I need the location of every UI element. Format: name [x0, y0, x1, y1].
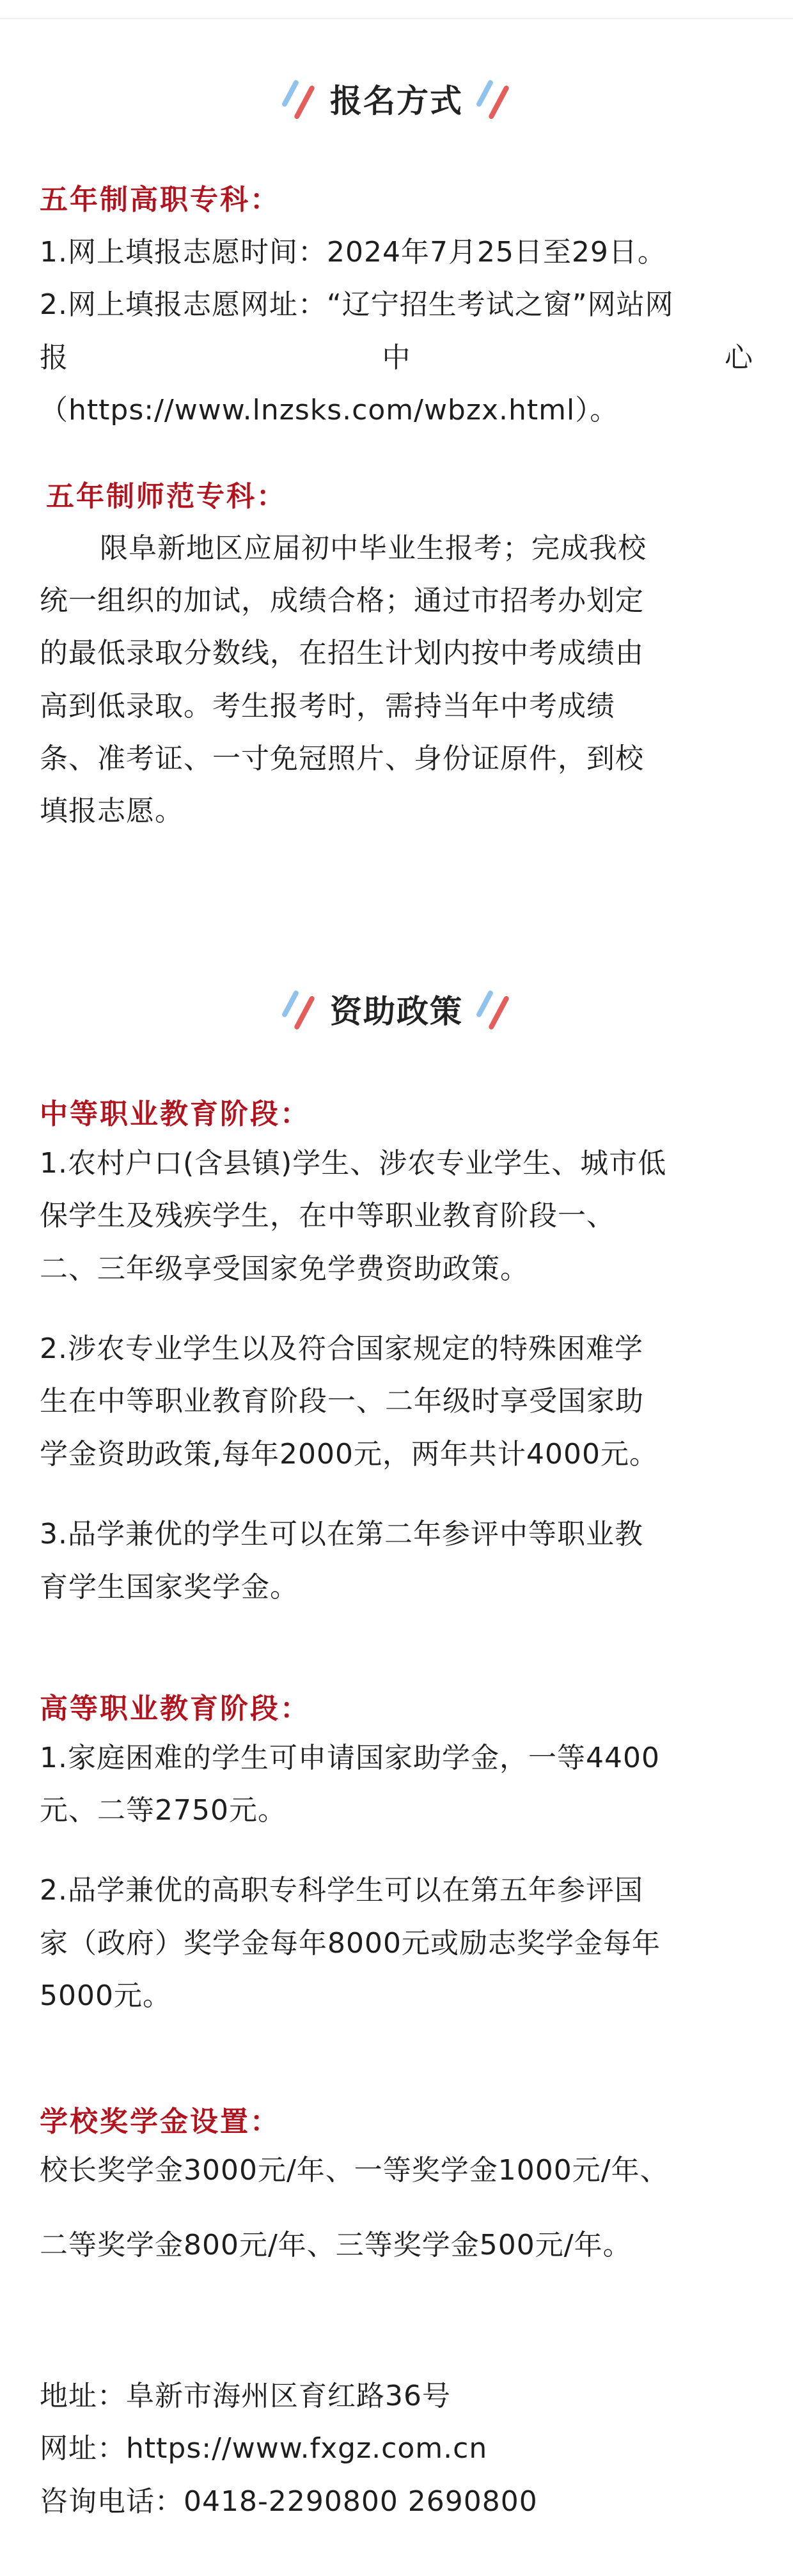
- subhead-five-year-normal: 五年制师范专科：: [46, 480, 287, 513]
- text-line: 二、三年级享受国家免学费资助政策。: [40, 1253, 529, 1285]
- text-line: 二等奖学金800元/年、三等奖学金500元/年。: [40, 2229, 632, 2261]
- text-line: 2.网上填报志愿网址：“辽宁招生考试之窗”网站网: [40, 288, 674, 321]
- text-line: 高到低录取。考生报考时，需持当年中考成绩: [40, 690, 615, 722]
- text-line: 学金资助政策,每年2000元，两年共计4000元。: [40, 1438, 658, 1471]
- slash-decoration-icon: [274, 76, 318, 121]
- text-line: 5000元。: [40, 1979, 171, 2012]
- text-line: 生在中等职业教育阶段一、二年级时享受国家助: [40, 1385, 644, 1417]
- section-title-text: 资助政策: [330, 993, 463, 1030]
- subhead-school-scholarship: 学校奖学金设置：: [40, 2105, 280, 2138]
- text-line: 统一组织的加试，成绩合格；通过市招考办划定: [40, 584, 644, 617]
- slash-decoration-icon: [475, 987, 519, 1031]
- text-line: 1.农村户口(含县镇)学生、涉农专业学生、城市低: [40, 1147, 667, 1180]
- text-line-spread: [40, 339, 753, 377]
- text-line: 家（政府）奖学金每年8000元或励志奖学金每年: [40, 1927, 661, 1960]
- text-line: 元、二等2750元。: [40, 1794, 287, 1827]
- text-line: 保学生及残疾学生，在中等职业教育阶段一、: [40, 1199, 615, 1232]
- registration-url[interactable]: （https://www.lnzsks.com/wbzx.html）。: [40, 394, 619, 426]
- text-line: 2.品学兼优的高职专科学生可以在第五年参评国: [40, 1874, 643, 1907]
- slash-decoration-icon: [274, 987, 318, 1031]
- contact-address: 地址：阜新市海州区育红路36号: [40, 2380, 451, 2412]
- spread-char: 报: [40, 341, 68, 374]
- contact-website[interactable]: 网址：https://www.fxgz.com.cn: [40, 2432, 488, 2465]
- slash-decoration-icon: [475, 76, 519, 121]
- text-line: 育学生国家奖学金。: [40, 1571, 299, 1604]
- text-line: 的最低录取分数线，在招生计划内按中考成绩由: [40, 637, 644, 669]
- text-line: 3.品学兼优的学生可以在第二年参评中等职业教: [40, 1518, 643, 1550]
- spread-char: 中: [382, 341, 411, 374]
- subhead-five-year-vocational: 五年制高职专科：: [40, 183, 280, 216]
- text-line: 校长奖学金3000元/年、一等奖学金1000元/年、: [40, 2154, 669, 2187]
- contact-phone[interactable]: 咨询电话：0418-2290800 2690800: [40, 2485, 538, 2518]
- spread-char: 心: [725, 341, 753, 374]
- text-line: 2.涉农专业学生以及符合国家规定的特殊困难学: [40, 1332, 643, 1365]
- text-line: 条、准考证、一寸免冠照片、身份证原件，到校: [40, 742, 644, 775]
- section-title-registration: [40, 75, 753, 121]
- text-line: 1.家庭困难的学生可申请国家助学金，一等4400: [40, 1742, 660, 1774]
- text-line: 限阜新地区应届初中毕业生报考；完成我校: [100, 532, 647, 565]
- subhead-secondary-vocational: 中等职业教育阶段：: [40, 1098, 310, 1130]
- section-title-financial-aid: [40, 986, 753, 1032]
- section-title-text: 报名方式: [330, 82, 463, 120]
- text-line: 填报志愿。: [40, 795, 184, 827]
- subhead-higher-vocational: 高等职业教育阶段：: [40, 1692, 310, 1725]
- text-line: 1.网上填报志愿时间：2024年7月25日至29日。: [40, 236, 666, 269]
- top-divider: [0, 18, 793, 19]
